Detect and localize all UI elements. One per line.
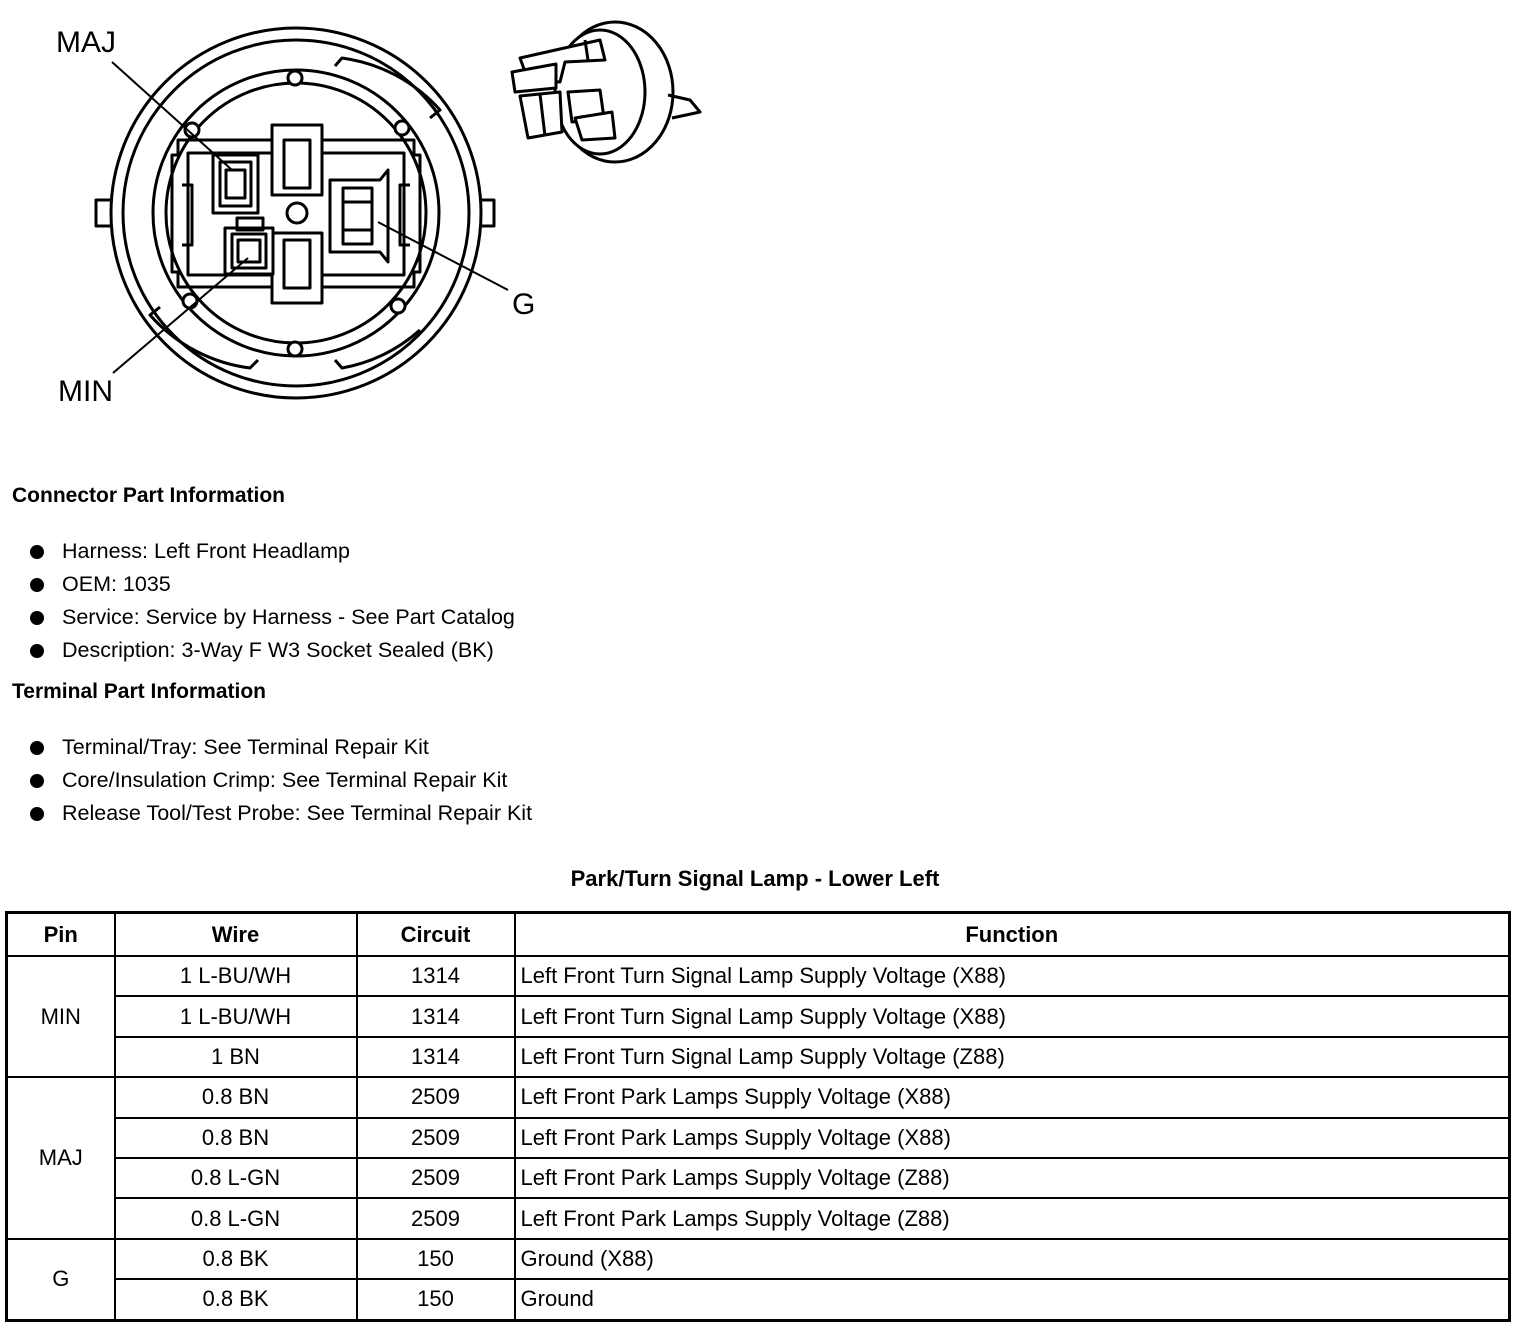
table-row [7, 1158, 1510, 1198]
circuit-cell: 150 [357, 1239, 515, 1279]
table-row [7, 996, 1510, 1036]
table-header-row [7, 913, 1510, 957]
callout-min: MIN [58, 375, 113, 408]
pin-cell: MIN [7, 956, 115, 1077]
bullet-icon [30, 741, 44, 755]
function-cell: Ground [515, 1279, 1510, 1320]
table-title: Park/Turn Signal Lamp - Lower Left [570, 866, 940, 891]
table-row [7, 1118, 1510, 1158]
circuit-cell: 1314 [357, 956, 515, 996]
header-circuit: Circuit [357, 913, 515, 957]
circuit-cell: 2509 [357, 1077, 515, 1117]
wire-cell: 1 BN [115, 1037, 357, 1077]
list-item: Service: Service by Harness - See Part Catalog [28, 601, 515, 634]
table-row [7, 956, 1510, 996]
list-item: Terminal/Tray: See Terminal Repair Kit [28, 731, 532, 764]
terminal-info-heading: Terminal Part Information [12, 680, 266, 703]
table-row [7, 1198, 1510, 1238]
bullet-icon [30, 807, 44, 821]
wire-cell: 1 L-BU/WH [115, 956, 357, 996]
table-row [7, 1077, 1510, 1117]
connector-face-diagram [0, 0, 760, 440]
function-cell: Left Front Turn Signal Lamp Supply Voltage (X88) [515, 956, 1510, 996]
function-cell: Ground (X88) [515, 1239, 1510, 1279]
function-cell: Left Front Park Lamps Supply Voltage (X88) [515, 1118, 1510, 1158]
circuit-cell: 2509 [357, 1118, 515, 1158]
table-row [7, 1239, 1510, 1279]
bullet-icon [30, 578, 44, 592]
bullet-icon [30, 545, 44, 559]
function-cell: Left Front Park Lamps Supply Voltage (Z88) [515, 1198, 1510, 1238]
table-row [7, 1279, 1510, 1320]
header-pin: Pin [7, 913, 115, 957]
circuit-cell: 1314 [357, 996, 515, 1036]
pin-table [5, 911, 1511, 1322]
function-cell: Left Front Park Lamps Supply Voltage (Z88) [515, 1158, 1510, 1198]
circuit-cell: 2509 [357, 1158, 515, 1198]
header-function: Function [515, 913, 1510, 957]
wire-cell: 0.8 L-GN [115, 1158, 357, 1198]
pin-cell: MAJ [7, 1077, 115, 1239]
bullet-icon [30, 644, 44, 658]
list-item: Release Tool/Test Probe: See Terminal Repair Kit [28, 797, 532, 830]
function-cell: Left Front Park Lamps Supply Voltage (X88) [515, 1077, 1510, 1117]
circuit-cell: 150 [357, 1279, 515, 1320]
wire-cell: 0.8 BK [115, 1279, 357, 1320]
list-item: Description: 3-Way F W3 Socket Sealed (BK) [28, 634, 515, 667]
list-item: Core/Insulation Crimp: See Terminal Repair Kit [28, 764, 532, 797]
wire-cell: 0.8 L-GN [115, 1198, 357, 1238]
function-cell: Left Front Turn Signal Lamp Supply Voltage (Z88) [515, 1037, 1510, 1077]
circuit-cell: 1314 [357, 1037, 515, 1077]
wire-cell: 0.8 BN [115, 1077, 357, 1117]
list-item: Harness: Left Front Headlamp [28, 535, 515, 568]
function-cell: Left Front Turn Signal Lamp Supply Voltage (X88) [515, 996, 1510, 1036]
table-row [7, 1037, 1510, 1077]
wire-cell: 1 L-BU/WH [115, 996, 357, 1036]
callout-g: G [512, 288, 536, 321]
wire-cell: 0.8 BN [115, 1118, 357, 1158]
wire-cell: 0.8 BK [115, 1239, 357, 1279]
header-wire: Wire [115, 913, 357, 957]
pin-cell: G [7, 1239, 115, 1320]
connector-info-heading: Connector Part Information [12, 484, 286, 507]
connector-info-list [28, 535, 515, 667]
circuit-cell: 2509 [357, 1198, 515, 1238]
bullet-icon [30, 774, 44, 788]
bullet-icon [30, 611, 44, 625]
list-item: OEM: 1035 [28, 568, 515, 601]
callout-maj: MAJ [56, 26, 116, 59]
terminal-info-list [28, 731, 532, 830]
